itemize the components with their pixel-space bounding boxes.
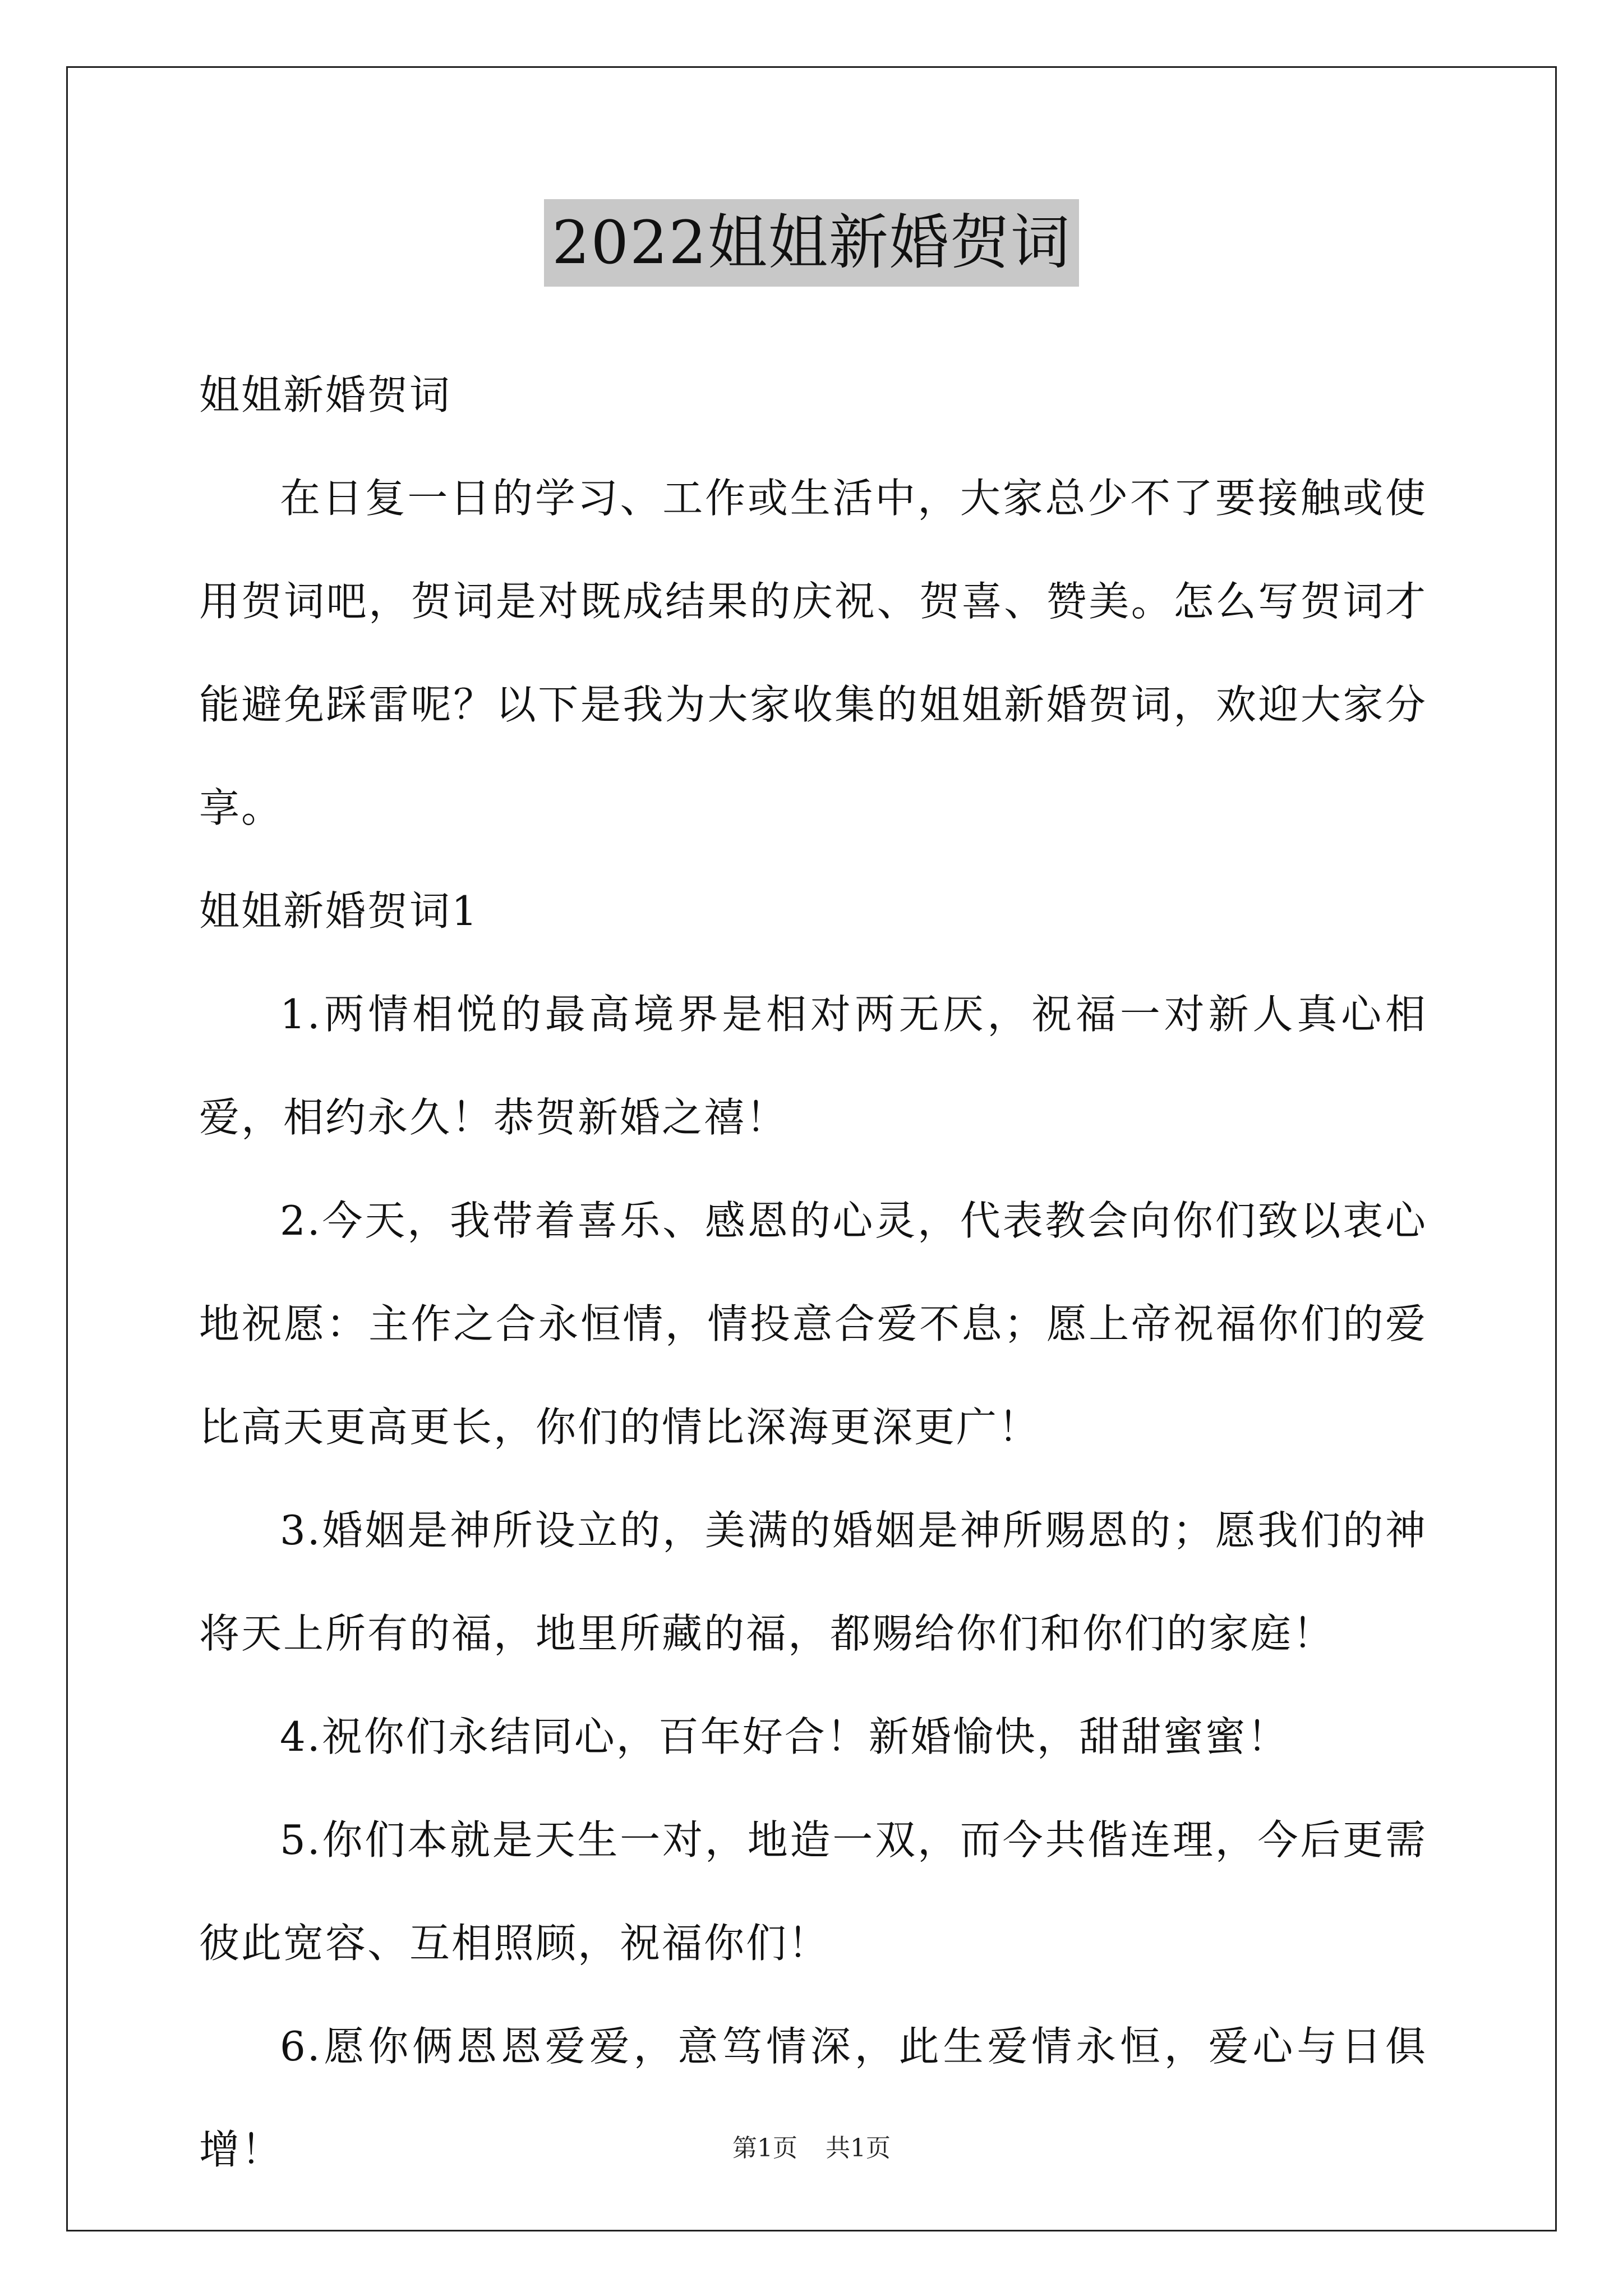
paragraph-item-6: 6.愿你俩恩恩爱爱，意笃情深，此生爱情永恒，爱心与日俱增！ <box>199 2023 1427 2173</box>
title-container <box>0 199 1623 287</box>
paragraph-section-heading: 姐姐新婚贺词1 <box>199 887 479 935</box>
page-total: 共1页 <box>826 2134 891 2162</box>
paragraph-item-2: 2.今天，我带着喜乐、感恩的心灵，代表教会向你们致以衷心地祝愿：主作之合永恒情，情投意合爱不息；愿上帝祝福你们的爱比高天更高更长，你们的情比深海更深更广！ <box>199 1197 1427 1451</box>
paragraph-heading: 姐姐新婚贺词 <box>199 371 452 418</box>
paragraph-item-1: 1.两情相悦的最高境界是相对两无厌，祝福一对新人真心相爱，相约永久！恭贺新婚之禧！ <box>199 991 1427 1141</box>
document-title: 2022姐姐新婚贺词 <box>544 199 1079 287</box>
page-footer <box>0 2132 1623 2165</box>
paragraph-intro: 在日复一日的学习、工作或生活中，大家总少不了要接触或使用贺词吧，贺词是对既成结果的庆祝、贺喜、赞美。怎么写贺词才能避免踩雷呢？以下是我为大家收集的姐姐新婚贺词，欢迎大家分享。 <box>199 475 1427 831</box>
paragraph-item-3: 3.婚姻是神所设立的，美满的婚姻是神所赐恩的；愿我们的神将天上所有的福，地里所藏的福，都赐给你们和你们的家庭！ <box>199 1507 1427 1657</box>
document-body <box>199 343 1427 2201</box>
page-number: 第1页 <box>732 2134 797 2162</box>
paragraph-item-4: 4.祝你们永结同心，百年好合！新婚愉快，甜甜蜜蜜！ <box>280 1713 1289 1760</box>
paragraph-item-5: 5.你们本就是天生一对，地造一双，而今共偕连理，今后更需彼此宽容、互相照顾，祝福你们！ <box>199 1816 1427 1967</box>
